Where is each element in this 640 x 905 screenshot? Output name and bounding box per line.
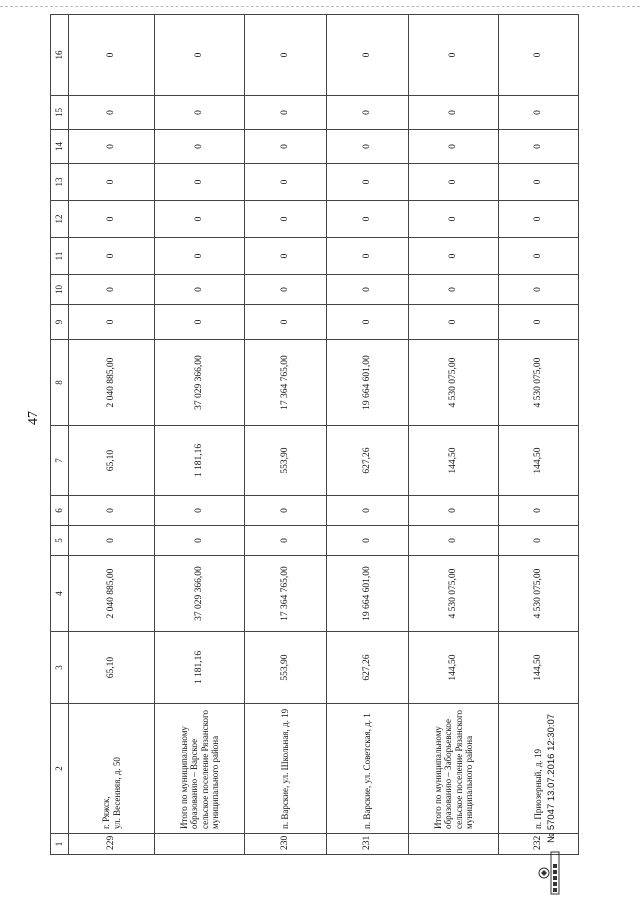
value-cell: 0	[69, 305, 155, 340]
value-cell: 17 364 765,00	[245, 340, 327, 426]
value-cell: 0	[245, 164, 327, 201]
column-number-cell: 7	[51, 426, 69, 496]
address-cell: п. Приозерный, д. 19	[499, 704, 579, 834]
column-number-cell: 10	[51, 275, 69, 305]
value-cell: 1 181,16	[155, 426, 245, 496]
value-cell: 0	[409, 305, 499, 340]
table-row	[155, 15, 245, 855]
value-cell: 0	[499, 201, 579, 238]
value-cell	[155, 834, 245, 855]
value-cell: 0	[327, 96, 409, 130]
value-cell: 0	[499, 526, 579, 556]
value-cell: 144,50	[499, 632, 579, 704]
value-cell: 0	[245, 305, 327, 340]
value-cell: 0	[155, 238, 245, 275]
page-number: 47	[26, 411, 41, 425]
column-number-cell: 14	[51, 130, 69, 164]
value-cell: 0	[327, 130, 409, 164]
value-cell: 0	[499, 275, 579, 305]
value-cell: 0	[155, 96, 245, 130]
value-cell: 0	[155, 164, 245, 201]
value-cell: 0	[327, 496, 409, 526]
address-cell: Итого по муниципальному образованию – Заборьевское сельское поселение Рязанского муниципального района	[409, 704, 499, 834]
table-header-row	[51, 15, 69, 855]
value-cell: 0	[69, 275, 155, 305]
column-number-cell: 4	[51, 556, 69, 632]
value-cell: 0	[245, 275, 327, 305]
value-cell: 144,50	[499, 426, 579, 496]
value-cell: 2 040 885,00	[69, 340, 155, 426]
value-cell: 0	[155, 275, 245, 305]
column-number-cell: 15	[51, 96, 69, 130]
value-cell: 4 530 075,00	[409, 340, 499, 426]
value-cell: 0	[327, 305, 409, 340]
value-cell: 0	[409, 526, 499, 556]
value-cell: 0	[499, 496, 579, 526]
value-cell: 0	[327, 164, 409, 201]
value-cell: 627,26	[327, 426, 409, 496]
value-cell: 0	[245, 238, 327, 275]
value-cell: 0	[69, 15, 155, 96]
table-row	[245, 15, 327, 855]
value-cell: 0	[69, 130, 155, 164]
value-cell: 0	[409, 275, 499, 305]
column-number-cell: 6	[51, 496, 69, 526]
value-cell: 232	[499, 834, 579, 855]
value-cell: 144,50	[409, 632, 499, 704]
value-cell: 0	[499, 164, 579, 201]
column-number-cell: 2	[51, 704, 69, 834]
address-cell: Итого по муниципальному образованию – Варское сельское поселение Рязанского муниципального района	[155, 704, 245, 834]
value-cell: 0	[245, 130, 327, 164]
column-number-cell: 9	[51, 305, 69, 340]
value-cell: 0	[499, 238, 579, 275]
registration-stamp: № 57047 13.07.2016 12:30:07	[546, 713, 557, 843]
value-cell	[409, 834, 499, 855]
address-cell: г. Ряжск, ул. Весенняя, д. 50	[69, 704, 155, 834]
value-cell: 19 664 601,00	[327, 556, 409, 632]
value-cell: 4 530 075,00	[409, 556, 499, 632]
column-number-cell: 1	[51, 834, 69, 855]
value-cell: 0	[155, 201, 245, 238]
table-row	[69, 15, 155, 855]
data-table	[50, 14, 579, 855]
value-cell: 0	[69, 238, 155, 275]
value-cell: 0	[69, 496, 155, 526]
value-cell: 2 040 885,00	[69, 556, 155, 632]
value-cell: 0	[409, 164, 499, 201]
value-cell: 553,90	[245, 632, 327, 704]
value-cell: 0	[327, 526, 409, 556]
value-cell: 65,10	[69, 426, 155, 496]
value-cell: 144,50	[409, 426, 499, 496]
value-cell: 0	[155, 526, 245, 556]
value-cell: 65,10	[69, 632, 155, 704]
value-cell: 37 029 366,00	[155, 556, 245, 632]
column-number-cell: 12	[51, 201, 69, 238]
value-cell: 0	[245, 96, 327, 130]
document-registration-logo-icon	[538, 851, 560, 895]
value-cell: 0	[409, 201, 499, 238]
value-cell: 0	[245, 496, 327, 526]
value-cell: 0	[155, 130, 245, 164]
value-cell: 0	[327, 275, 409, 305]
value-cell: 0	[69, 164, 155, 201]
value-cell: 0	[327, 238, 409, 275]
address-cell: п. Варские, ул. Советская, д. 1	[327, 704, 409, 834]
value-cell: 0	[327, 201, 409, 238]
value-cell: 0	[499, 96, 579, 130]
column-number-cell: 3	[51, 632, 69, 704]
value-cell: 17 364 765,00	[245, 556, 327, 632]
value-cell: 19 664 601,00	[327, 340, 409, 426]
value-cell: 0	[409, 15, 499, 96]
value-cell: 0	[69, 201, 155, 238]
value-cell: 0	[69, 526, 155, 556]
value-cell: 229	[69, 834, 155, 855]
column-number-cell: 8	[51, 340, 69, 426]
value-cell: 0	[245, 526, 327, 556]
value-cell: 0	[409, 96, 499, 130]
column-number-cell: 16	[51, 15, 69, 96]
value-cell: 231	[327, 834, 409, 855]
value-cell: 0	[69, 96, 155, 130]
value-cell: 0	[245, 15, 327, 96]
value-cell: 0	[409, 130, 499, 164]
address-cell: п. Варские, ул. Школьная, д. 19	[245, 704, 327, 834]
value-cell: 553,90	[245, 426, 327, 496]
value-cell: 0	[155, 15, 245, 96]
column-number-cell: 5	[51, 526, 69, 556]
table-row	[499, 15, 579, 855]
value-cell: 4 530 075,00	[499, 556, 579, 632]
column-number-cell: 13	[51, 164, 69, 201]
value-cell: 0	[155, 496, 245, 526]
value-cell: 1 181,16	[155, 632, 245, 704]
value-cell: 37 029 366,00	[155, 340, 245, 426]
table-row	[409, 15, 499, 855]
value-cell: 0	[245, 201, 327, 238]
value-cell: 0	[499, 305, 579, 340]
value-cell: 4 530 075,00	[499, 340, 579, 426]
value-cell: 0	[327, 15, 409, 96]
value-cell: 0	[155, 305, 245, 340]
value-cell: 0	[499, 15, 579, 96]
value-cell: 230	[245, 834, 327, 855]
value-cell: 0	[499, 130, 579, 164]
column-number-cell: 11	[51, 238, 69, 275]
table-row	[327, 15, 409, 855]
value-cell: 0	[409, 238, 499, 275]
value-cell: 627,26	[327, 632, 409, 704]
value-cell: 0	[409, 496, 499, 526]
